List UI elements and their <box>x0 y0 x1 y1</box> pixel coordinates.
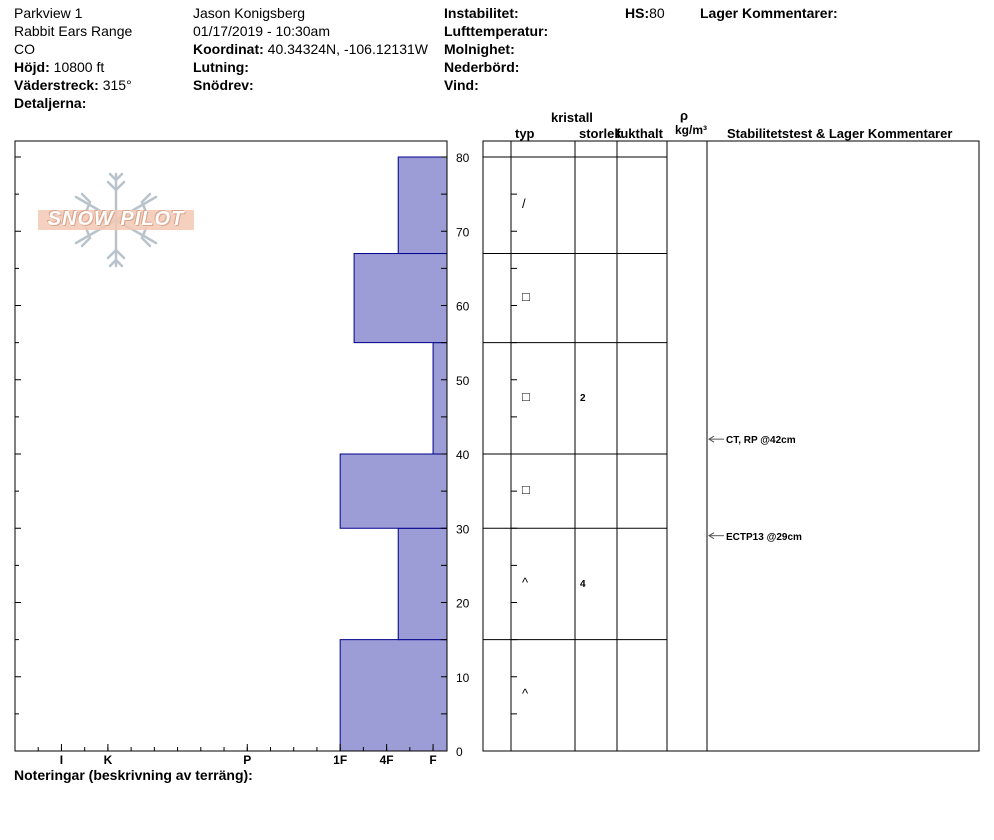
layer-comments-label: Lager Kommentarer: <box>700 5 838 21</box>
slope-label: Lutning: <box>193 59 249 75</box>
hardness-bar-3 <box>433 343 447 454</box>
hardness-bar-4 <box>354 254 447 343</box>
grain-size-label: 2 <box>580 393 586 405</box>
drift-label: Snödrev: <box>193 77 254 93</box>
precip-label: Nederbörd: <box>444 59 520 75</box>
crystal-header: kristall <box>551 110 593 125</box>
x-tick-label: F <box>429 753 437 767</box>
stability-test-label: CT, RP @42cm <box>726 435 796 447</box>
rho-header: ρ <box>680 108 689 123</box>
clouds-label: Molnighet: <box>444 41 515 57</box>
location-name: Parkview 1 <box>14 5 83 21</box>
hs-label: HS: <box>625 5 650 21</box>
moisture-header: fukthalt <box>616 126 663 141</box>
hs-value: 80 <box>649 5 665 21</box>
observation-datetime: 01/17/2019 - 10:30am <box>193 23 330 39</box>
elevation-value: 10800 ft <box>53 59 105 75</box>
y-tick-label: 40 <box>456 448 470 462</box>
state-name: CO <box>14 41 35 57</box>
elevation-label: Höjd: <box>14 59 50 75</box>
coord-value: 40.34324N, -106.12131W <box>267 41 428 57</box>
x-tick-label: I <box>59 753 64 767</box>
details-label: Detaljerna: <box>14 95 87 111</box>
x-tick-label: 1F <box>333 753 348 767</box>
x-tick-label: K <box>103 753 113 767</box>
grain-type-symbol: ^ <box>522 574 529 590</box>
airtemp-label: Lufttemperatur: <box>444 23 549 39</box>
y-tick-label: 0 <box>456 745 463 759</box>
aspect-value: 315° <box>102 77 132 93</box>
y-tick-label: 60 <box>456 299 470 314</box>
grain-type-symbol: □ <box>522 389 530 405</box>
y-tick-label: 20 <box>456 596 470 611</box>
grain-type-symbol: ^ <box>522 686 529 702</box>
hardness-bar-0 <box>340 640 447 751</box>
hardness-bar-5 <box>398 157 447 254</box>
instability-label: Instabilitet: <box>444 5 519 21</box>
size-header: storlek <box>579 126 622 141</box>
y-tick-label: 80 <box>456 151 470 165</box>
type-header: typ <box>515 126 535 141</box>
stability-test-label: ECTP13 @29cm <box>726 531 802 543</box>
y-tick-label: 50 <box>456 373 470 388</box>
grain-type-symbol: □ <box>522 289 530 305</box>
y-tick-label: 30 <box>456 522 470 537</box>
density-unit-header: kg/m³ <box>675 123 708 137</box>
coord-label: Koordinat: <box>193 41 264 57</box>
range-name: Rabbit Ears Range <box>14 23 133 39</box>
aspect-label: Väderstreck: <box>14 77 99 93</box>
observer-name: Jason Konigsberg <box>193 5 306 21</box>
y-tick-label: 10 <box>456 670 470 685</box>
stability-header: Stabilitetstest & Lager Kommentarer <box>727 126 953 141</box>
grain-size-label: 4 <box>580 578 586 590</box>
y-tick-label: 70 <box>456 225 470 240</box>
grain-type-symbol: □ <box>522 482 530 498</box>
hardness-bar-2 <box>340 454 447 528</box>
snowpilot-logo-text: SNOW PILOT <box>47 208 185 230</box>
x-tick-label: P <box>243 753 252 767</box>
notes-label: Noteringar (beskrivning av terräng): <box>14 767 253 783</box>
x-tick-label: 4F <box>379 753 394 767</box>
hardness-bar-1 <box>398 528 447 639</box>
grain-type-symbol: / <box>522 196 526 212</box>
wind-label: Vind: <box>444 77 479 93</box>
